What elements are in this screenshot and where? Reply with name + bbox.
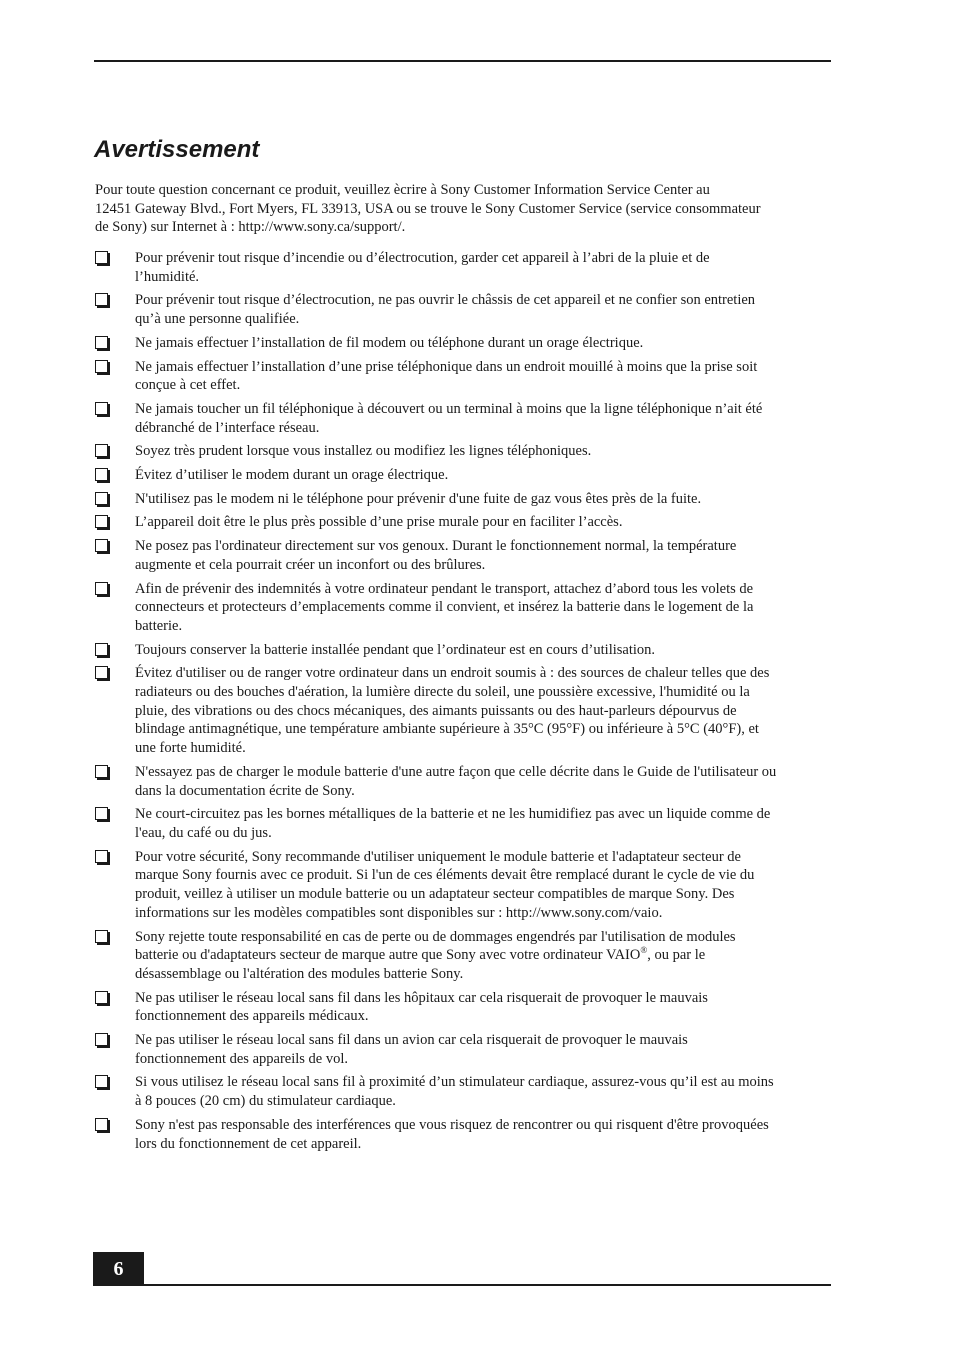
warning-text: Évitez d’utiliser le modem durant un orage électrique. (135, 467, 449, 484)
warning-item (94, 763, 831, 800)
warning-item (94, 1073, 831, 1110)
warning-item (94, 641, 831, 660)
warning-item (94, 249, 831, 286)
warning-text: Sony n'est pas responsable des interférences que vous risquez de rencontrer ou qui risquent d'être provoquées lors du fonctionnement de cet appareil. (135, 1116, 769, 1152)
page-title: Avertissement (94, 136, 260, 163)
warning-text: Ne jamais toucher un fil téléphonique à découvert ou un terminal à moins que la ligne téléphonique n’ait été débranché de l’interface réseau. (135, 400, 763, 436)
checkbox-icon (95, 492, 108, 505)
warning-text: Pour prévenir tout risque d’incendie ou d’électrocution, garder cet appareil à l’abri de la pluie et de l’humidité. (135, 250, 710, 285)
intro-line: Pour toute question concernant ce produit, veuillez ècrire à Sony Customer Information Service Center au (95, 182, 710, 198)
checkbox-icon (95, 336, 108, 349)
warning-text: Ne jamais effectuer l’installation d’une prise téléphonique dans un endroit mouillé à moins que la prise soit conçue à cet effet. (135, 358, 758, 394)
checkbox-icon (95, 444, 108, 457)
warning-item (94, 466, 831, 485)
checkbox-icon (95, 765, 108, 778)
checkbox-icon (95, 1033, 108, 1046)
warning-item (94, 1116, 831, 1153)
page-number: 6 (93, 1252, 144, 1286)
checkbox-icon (95, 402, 108, 415)
registered-mark: ® (640, 945, 648, 956)
warning-item (94, 848, 831, 923)
warning-item (94, 664, 831, 758)
warning-item (94, 400, 831, 437)
checkbox-icon (95, 666, 108, 679)
checkbox-icon (95, 1118, 108, 1131)
warning-text: Ne posez pas l'ordinateur directement sur vos genoux. Durant le fonctionnement normal, la température augmente et cela pourrait créer un inconfort ou des brûlures. (135, 538, 737, 573)
intro-line: 12451 Gateway Blvd., Fort Myers, FL 33913, USA ou se trouve le Sony Customer Service (service consommateur (95, 200, 761, 217)
warning-item (94, 580, 831, 636)
warning-text: L’appareil doit être le plus près possible d’une prise murale pour en faciliter l’accès. (135, 514, 623, 531)
intro-paragraph (95, 181, 831, 237)
warning-text: Soyez très prudent lorsque vous installez ou modifiez les lignes téléphoniques. (135, 443, 592, 460)
checkbox-icon (95, 643, 108, 656)
checkbox-icon (95, 582, 108, 595)
warning-text: Ne court-circuitez pas les bornes métalliques de la batterie et ne les humidifiez pas avec un liquide comme de l'eau, du café ou du jus. (135, 806, 771, 841)
warning-text: Toujours conserver la batterie installée pendant que l’ordinateur est en cours d’utilisation. (135, 641, 656, 658)
warning-item (94, 989, 831, 1026)
warning-text: Afin de prévenir des indemnités à votre ordinateur pendant le transport, attachez d’abord tous les volets de connecteurs et protecteurs d’emplacements comme il convient, et insérez la batterie dans le logement de la batterie. (135, 580, 754, 634)
checkbox-icon (95, 807, 108, 820)
checkbox-icon (95, 991, 108, 1004)
warning-text: Pour prévenir tout risque d’électrocution, ne pas ouvrir le châssis de cet appareil et ne confier son entretien qu’à une personne qualifiée. (135, 292, 756, 328)
warning-text: Évitez d'utiliser ou de ranger votre ordinateur dans un endroit soumis à : des sources de chaleur telles que des radiateurs ou des bouches d'aération, la lumière directe du soleil, une poussière excessive, l'humidité ou la pluie, des vibrations ou des chocs mécaniques, des aimants puissants ou des haut-parleurs dépourvus de blindage antimagnétique, une température ambiante supérieure à 35°C (95°F) ou inférieure à 5°C (40°F), et une forte humidité. (135, 665, 770, 757)
checkbox-icon (95, 360, 108, 373)
checkbox-icon (95, 515, 108, 528)
warning-text: N'utilisez pas le modem ni le téléphone pour prévenir d'une fuite de gaz vous êtes près de la fuite. (135, 490, 702, 507)
warning-item (94, 334, 831, 353)
warning-text: Ne pas utiliser le réseau local sans fil dans un avion car cela risquerait de provoquer le mauvais fonctionnement des appareils de vol. (135, 1032, 688, 1067)
warning-item (94, 442, 831, 461)
warning-text: Ne jamais effectuer l’installation de fil modem ou téléphone durant un orage électrique. (135, 334, 644, 351)
footer-rule (93, 1284, 831, 1286)
checkbox-icon (95, 539, 108, 552)
warning-text: Sony rejette toute responsabilité en cas de perte ou de dommages engendrés par l'utilisation de modules batterie ou d'adaptateurs secteur de marque autre que Sony avec votre ordinateur VAIO®, ou par le désassemblage ou l'altération des modules batterie Sony. (135, 928, 736, 982)
checkbox-icon (95, 251, 108, 264)
warning-item (94, 537, 831, 574)
warning-text: Ne pas utiliser le réseau local sans fil dans les hôpitaux car cela risquerait de provoquer le mauvais fonctionnement des appareils médicaux. (135, 989, 708, 1025)
intro-line: de Sony) sur Internet à : http://www.sony.ca/support/. (95, 219, 406, 235)
warning-item (94, 490, 831, 509)
warning-text: Si vous utilisez le réseau local sans fil à proximité d’un stimulateur cardiaque, assurez-vous qu’il est au moins à 8 pouces (20 cm) du stimulateur cardiaque. (135, 1074, 774, 1110)
header-rule (94, 60, 831, 62)
checkbox-icon (95, 293, 108, 306)
warning-checklist (94, 249, 831, 1158)
warning-text: N'essayez pas de charger le module batterie d'une autre façon que celle décrite dans le Guide de l'utilisateur ou dans la documentation écrite de Sony. (135, 763, 777, 799)
warning-text: Pour votre sécurité, Sony recommande d'utiliser uniquement le module batterie et l'adaptateur secteur de marque Sony fournis avec ce produit. Si l'un de ces éléments devait être remplacé durant le cycle de vie du produit, veillez à utiliser un module batterie ou un adaptateur secteur compatibles de marque Sony. Des informations sur les modèles compatibles sont disponibles sur : http://www.sony.com/vaio. (135, 848, 755, 921)
checkbox-icon (95, 1075, 108, 1088)
checkbox-icon (95, 850, 108, 863)
warning-item (94, 805, 831, 842)
warning-item (94, 358, 831, 395)
warning-item (94, 1031, 831, 1068)
warning-item (94, 928, 831, 984)
warning-item (94, 291, 831, 328)
checkbox-icon (95, 930, 108, 943)
warning-item (94, 513, 831, 532)
checkbox-icon (95, 468, 108, 481)
